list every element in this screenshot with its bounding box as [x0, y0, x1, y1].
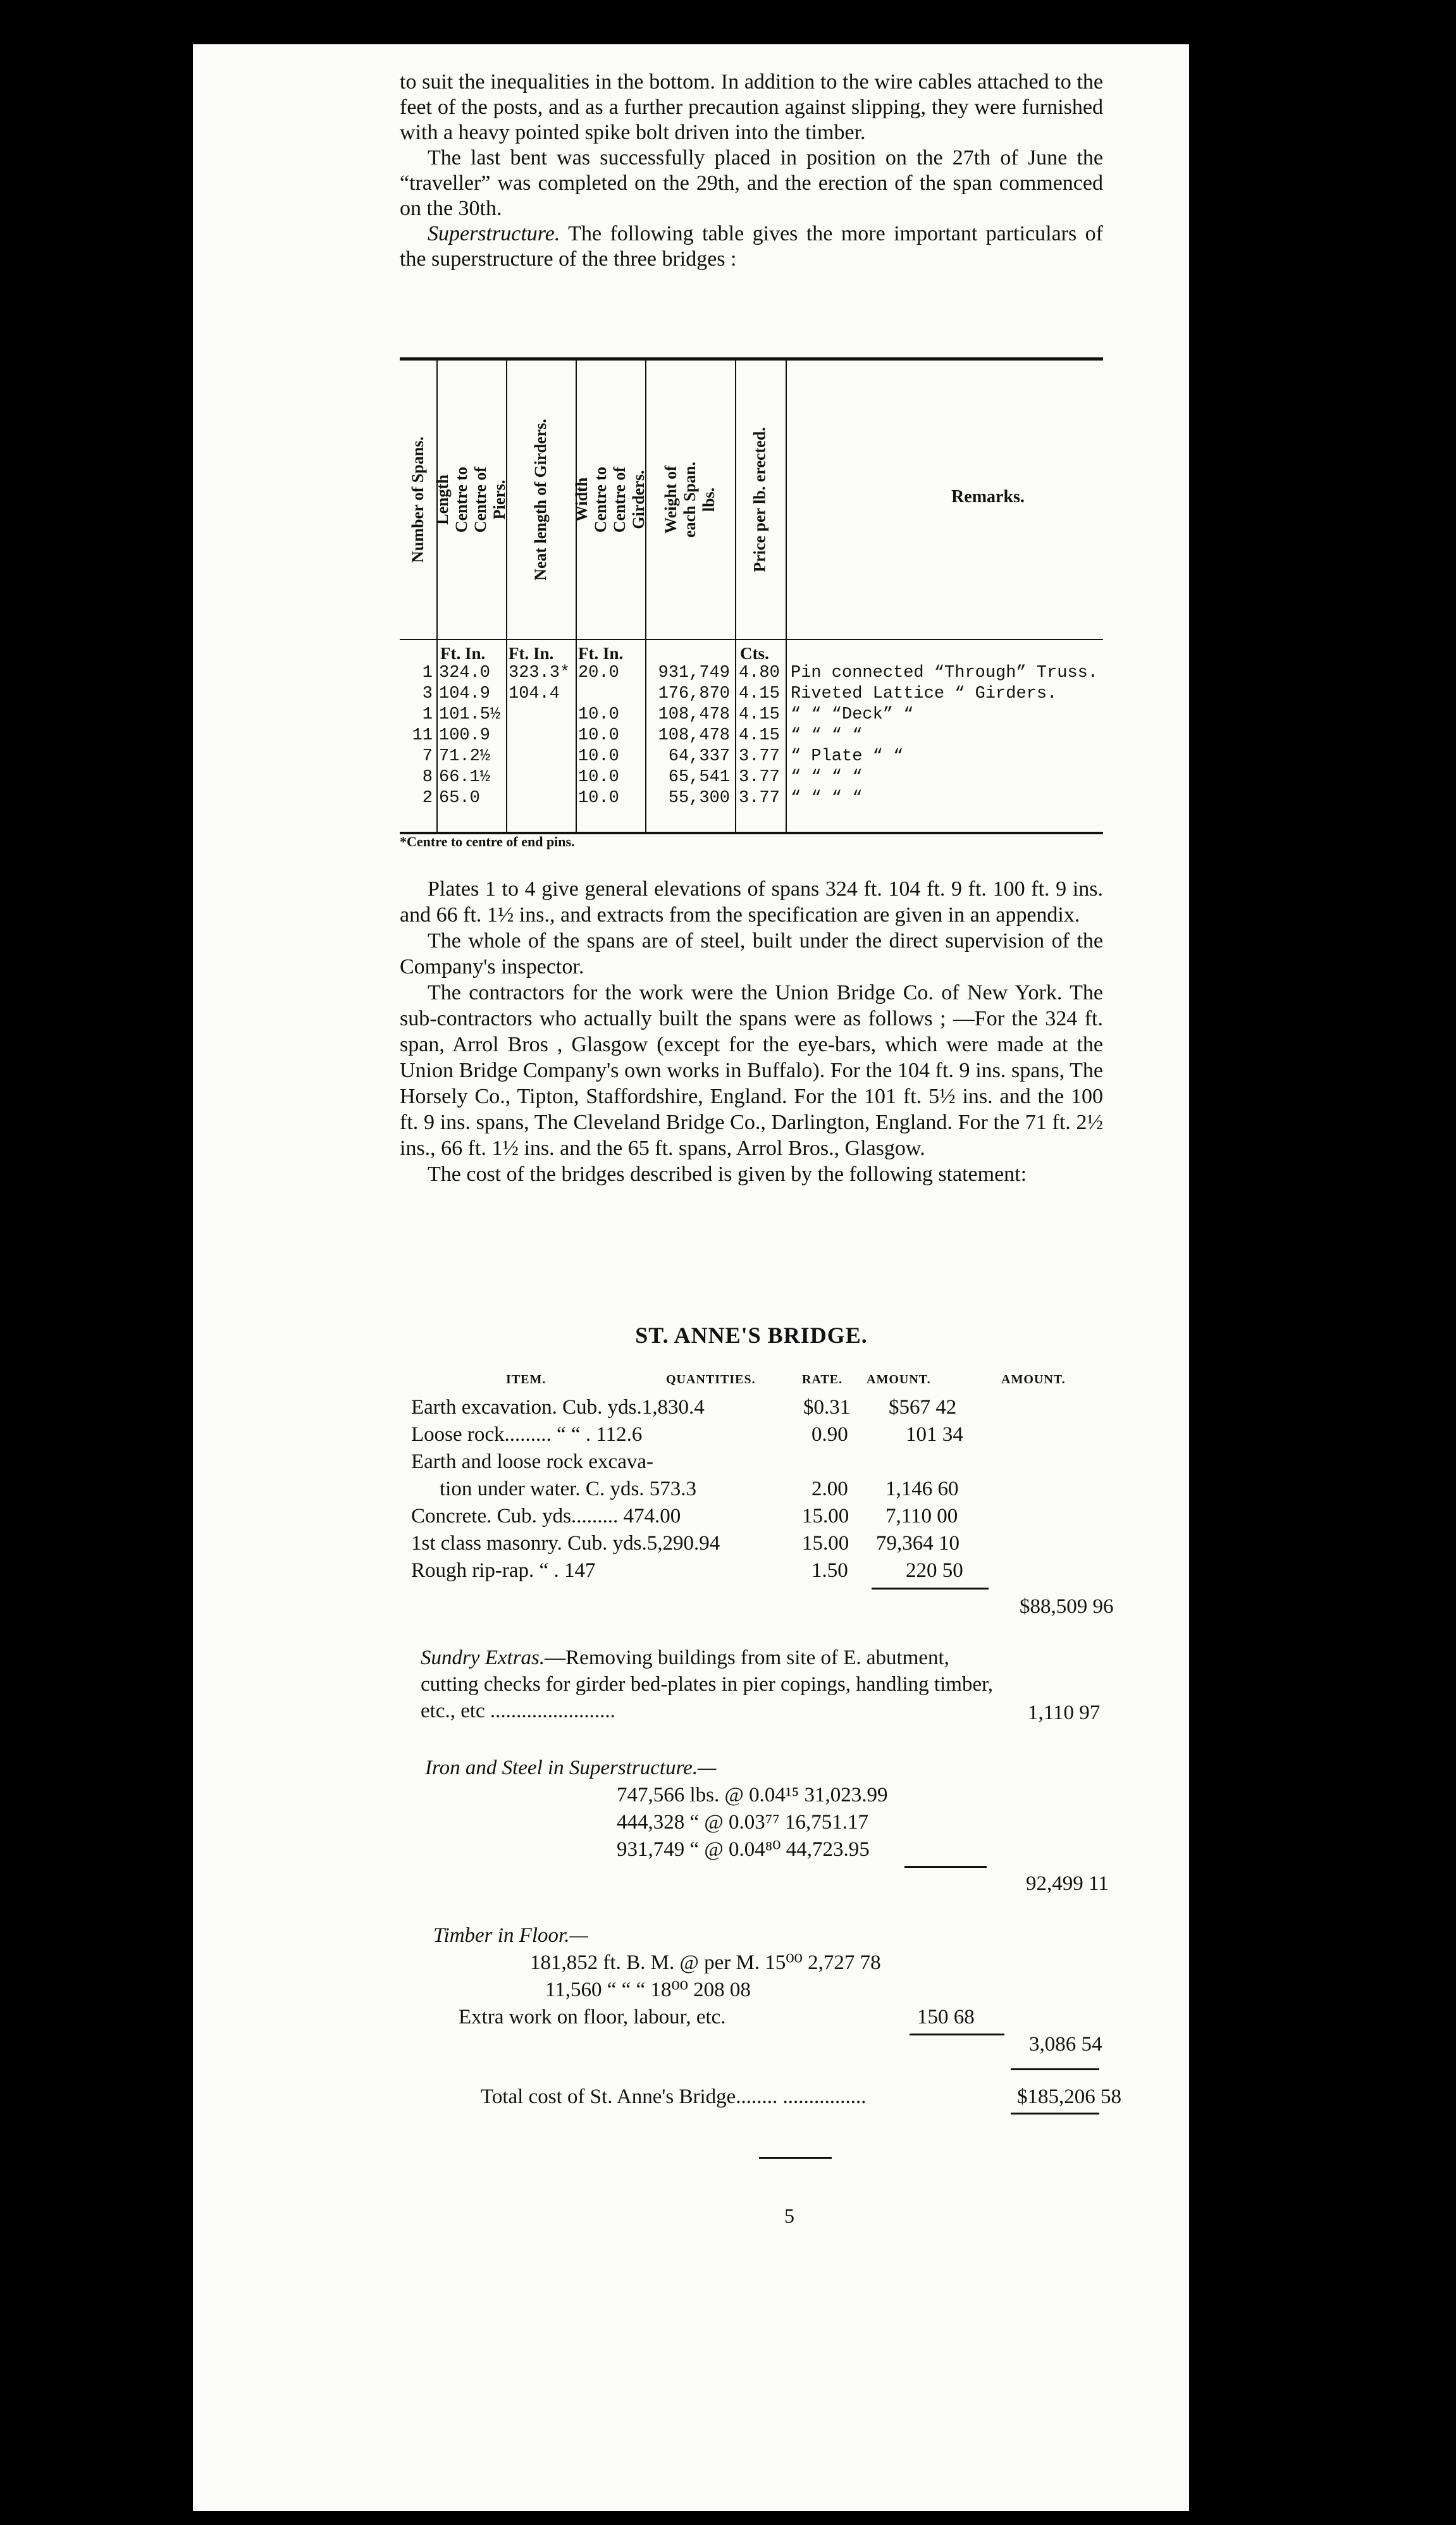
sundry-amount: 1,110 97 — [1028, 1701, 1101, 1724]
sundry-extras: Sundry Extras.—Removing buildings from site of E. abutment, cutting checks for girder bed-plates in pier copings, handling timber, etc., etc ........................ — [421, 1646, 994, 1722]
timber-line: Extra work on floor, labour, etc. — [459, 2006, 726, 2028]
rate: 0.90 — [811, 1423, 848, 1446]
body-text — [400, 876, 1103, 1187]
header-remarks: Remarks. — [951, 487, 1025, 507]
header-weight: Weight of each Span. lbs. — [662, 462, 718, 538]
table-cell: 10.0 — [578, 747, 619, 766]
table-cell: 176,870 — [658, 684, 730, 703]
timber-line: 11,560 “ “ “ 18⁰⁰ 208 08 — [545, 1979, 751, 2001]
total-rule — [1011, 2113, 1099, 2114]
body-paragraph-1: Plates 1 to 4 give general elevations of spans 324 ft. 104 ft. 9 ft. 100 ft. 9 ins. and 66 ft. 1½ ins., and extracts from the specification are given in an appendix. — [400, 877, 1103, 927]
iron-line: 931,749 “ @ 0.04⁸⁰ 44,723.95 — [617, 1838, 870, 1861]
header-neat-length: Neat length of Girders. — [531, 419, 550, 581]
table-cell: 323.3* — [509, 664, 571, 682]
table-footnote: *Centre to centre of end pins. — [400, 834, 575, 849]
table-cell: 3.77 — [739, 789, 780, 808]
table-cell: 324.0 — [439, 664, 491, 682]
iron-rule — [904, 1866, 987, 1868]
table-cell: 10.0 — [578, 705, 619, 724]
cost-line-masonry: 1st class masonry. Cub. yds.5,290.94 — [411, 1532, 720, 1555]
header-price: Price per lb. erected. — [751, 427, 770, 572]
table-cell: 10.0 — [578, 768, 619, 787]
amount: 101 34 — [906, 1423, 963, 1446]
table-cell: 1 — [422, 664, 433, 682]
table-cell: 3.77 — [739, 747, 780, 766]
superstructure-intro: The following table gives the more important particulars of the superstructure of the three bridges : — [400, 222, 1103, 271]
unit-ft-in: Ft. In. — [440, 644, 486, 663]
table-cell: 108,478 — [658, 705, 730, 724]
table-cell: Riveted Lattice “ Girders. — [791, 684, 1058, 703]
rate: $0.31 — [803, 1396, 851, 1419]
table-cell: 3.77 — [739, 768, 780, 787]
amount: 150 68 — [917, 2006, 975, 2028]
body-paragraph-4: The cost of the bridges described is given by the following statement: — [428, 1163, 1027, 1186]
table-row — [400, 788, 1103, 808]
table-cell: 4.15 — [739, 726, 780, 745]
table-cell: 10.0 — [578, 789, 619, 808]
intro-paragraph-2: The last bent was successfully placed in position on the 27th of June the “traveller” was completed on the 29th, and the erection of the span commenced on the 30th. — [400, 146, 1103, 220]
table-cell: 55,300 — [668, 789, 730, 808]
col-head-amount: AMOUNT. — [867, 1373, 931, 1386]
rate: 15.00 — [802, 1505, 849, 1528]
table-row — [400, 684, 1103, 704]
col-head-amount-2: AMOUNT. — [1001, 1373, 1066, 1386]
rate: 1.50 — [811, 1559, 848, 1582]
table-cell: 100.9 — [439, 726, 491, 745]
table-cell: 20.0 — [578, 664, 619, 682]
amount: 79,364 10 — [876, 1532, 959, 1555]
table-cell: 7 — [422, 747, 433, 766]
timber-amount: 3,086 54 — [1029, 2033, 1102, 2056]
table-cell: 1 — [422, 705, 433, 724]
amount: 220 50 — [906, 1559, 963, 1582]
iron-amount: 92,499 11 — [1026, 1872, 1109, 1895]
rate: 15.00 — [802, 1532, 849, 1555]
table-cell: “ “ “Deck” “ — [791, 705, 914, 724]
table-cell: 104.4 — [509, 684, 560, 703]
table-cell: 64,337 — [668, 747, 730, 766]
table-row — [400, 705, 1103, 725]
table-cell: 931,749 — [658, 664, 730, 682]
header-number-of-spans: Number of Spans. — [409, 436, 427, 563]
table-row — [400, 725, 1103, 746]
timber-rule — [910, 2034, 1004, 2035]
cost-line-loose-rock: Loose rock......... “ “ . 112.6 — [411, 1423, 643, 1446]
unit-ft-in: Ft. In. — [578, 644, 624, 663]
unit-ft-in: Ft. In. — [509, 644, 554, 663]
table-cell: 10.0 — [578, 726, 619, 745]
table-cell: Pin connected “Through” Truss. — [791, 664, 1099, 682]
table-cell: 108,478 — [658, 726, 730, 745]
table-cell: 71.2½ — [439, 747, 491, 766]
iron-line: 747,566 lbs. @ 0.04¹⁵ 31,023.99 — [617, 1784, 888, 1806]
cost-line-earth: Earth excavation. Cub. yds.1,830.4 — [411, 1396, 705, 1419]
header-length: Length Centre to Centre of Piers. — [433, 466, 509, 533]
intro-text — [400, 70, 1103, 272]
table-cell: 65,541 — [668, 768, 730, 787]
unit-cts: Cts. — [740, 644, 769, 663]
table-row — [400, 767, 1103, 787]
table-cell: 101.5½ — [439, 705, 501, 724]
table-cell: 4.15 — [739, 705, 780, 724]
timber-heading: Timber in Floor.— — [433, 1924, 588, 1947]
table-cell: “ “ “ “ — [791, 789, 863, 808]
superstructure-table — [400, 357, 1103, 834]
iron-heading: Iron and Steel in Superstructure.— — [425, 1756, 717, 1779]
table-cell: “ Plate “ “ — [791, 747, 904, 766]
col-head-quantities: QUANTITIES. — [666, 1373, 756, 1386]
amount: $567 42 — [889, 1396, 957, 1419]
table-cell: 104.9 — [439, 684, 491, 703]
total-label: Total cost of St. Anne's Bridge........ ................ — [481, 2085, 867, 2108]
table-cell: 4.80 — [739, 664, 780, 682]
cost-line-water-b: tion under water. C. yds. 573.3 — [440, 1478, 697, 1500]
cost-title: ST. ANNE'S BRIDGE. — [635, 1323, 868, 1348]
body-paragraph-2: The whole of the spans are of steel, built under the direct supervision of the Company's inspector. — [400, 929, 1103, 979]
col-head-item: ITEM. — [506, 1373, 546, 1386]
timber-line: 181,852 ft. B. M. @ per M. 15⁰⁰ 2,727 78 — [530, 1951, 881, 1974]
header-separator — [400, 639, 1103, 640]
superstructure-heading: Superstructure. — [428, 222, 560, 245]
table-cell: 11 — [412, 726, 433, 745]
cost-line-riprap: Rough rip-rap. “ . 147 — [411, 1559, 596, 1582]
table-row — [400, 746, 1103, 767]
iron-line: 444,328 “ @ 0.03⁷⁷ 16,751.17 — [617, 1811, 869, 1834]
cost-line-concrete: Concrete. Cub. yds......... 474.00 — [411, 1505, 681, 1528]
subtotal-rule — [872, 1588, 989, 1590]
table-cell: 4.15 — [739, 684, 780, 703]
section-rule — [759, 2157, 832, 2159]
subtotal-amount: $88,509 96 — [1020, 1595, 1114, 1618]
table-cell: 66.1½ — [439, 768, 491, 787]
cost-line-water-a: Earth and loose rock excava- — [411, 1450, 653, 1473]
rate: 2.00 — [811, 1478, 848, 1500]
amount: 1,146 60 — [885, 1478, 959, 1500]
body-paragraph-3: The contractors for the work were the Union Bridge Co. of New York. The sub-contractors who actually built the spans were as follows ; —For the 324 ft. span, Arrol Bros , Glasgow (except for the eye-bars, which were made at the Union Bridge Company's own works in Buffalo). For the 104 ft. 9 ins. spans, The Horsely Co., Tipton, Staffordshire, England. For the 101 ft. 5½ ins. and the 100 ft. 9 ins. spans, The Cleveland Bridge Co., Darlington, England. For the 71 ft. 2½ ins., 66 ft. 1½ ins. and the 65 ft. spans, Arrol Bros., Glasgow. — [400, 981, 1103, 1160]
col-head-rate: RATE. — [802, 1373, 843, 1386]
total-rule — [1011, 2068, 1099, 2070]
table-cell: 8 — [422, 768, 433, 787]
total-amount: $185,206 58 — [1017, 2085, 1121, 2108]
intro-paragraph-1: to suit the inequalities in the bottom. In addition to the wire cables attached to the feet of the posts, and as a further precaution against slipping, they were furnished with a heavy pointed spike bolt driven into the timber. — [400, 70, 1103, 144]
table-cell: “ “ “ “ — [791, 768, 863, 787]
table-cell: 2 — [422, 789, 433, 808]
header-width: Width Centre to Centre of Girders. — [572, 466, 648, 533]
intro-paragraph-3 — [400, 221, 1103, 272]
table-cell: 3 — [422, 684, 433, 703]
page-number: 5 — [784, 2204, 794, 2227]
table-cell: “ “ “ “ — [791, 726, 863, 745]
table-cell: 65.0 — [439, 789, 480, 808]
table-row — [400, 663, 1103, 683]
amount: 7,110 00 — [885, 1505, 958, 1528]
